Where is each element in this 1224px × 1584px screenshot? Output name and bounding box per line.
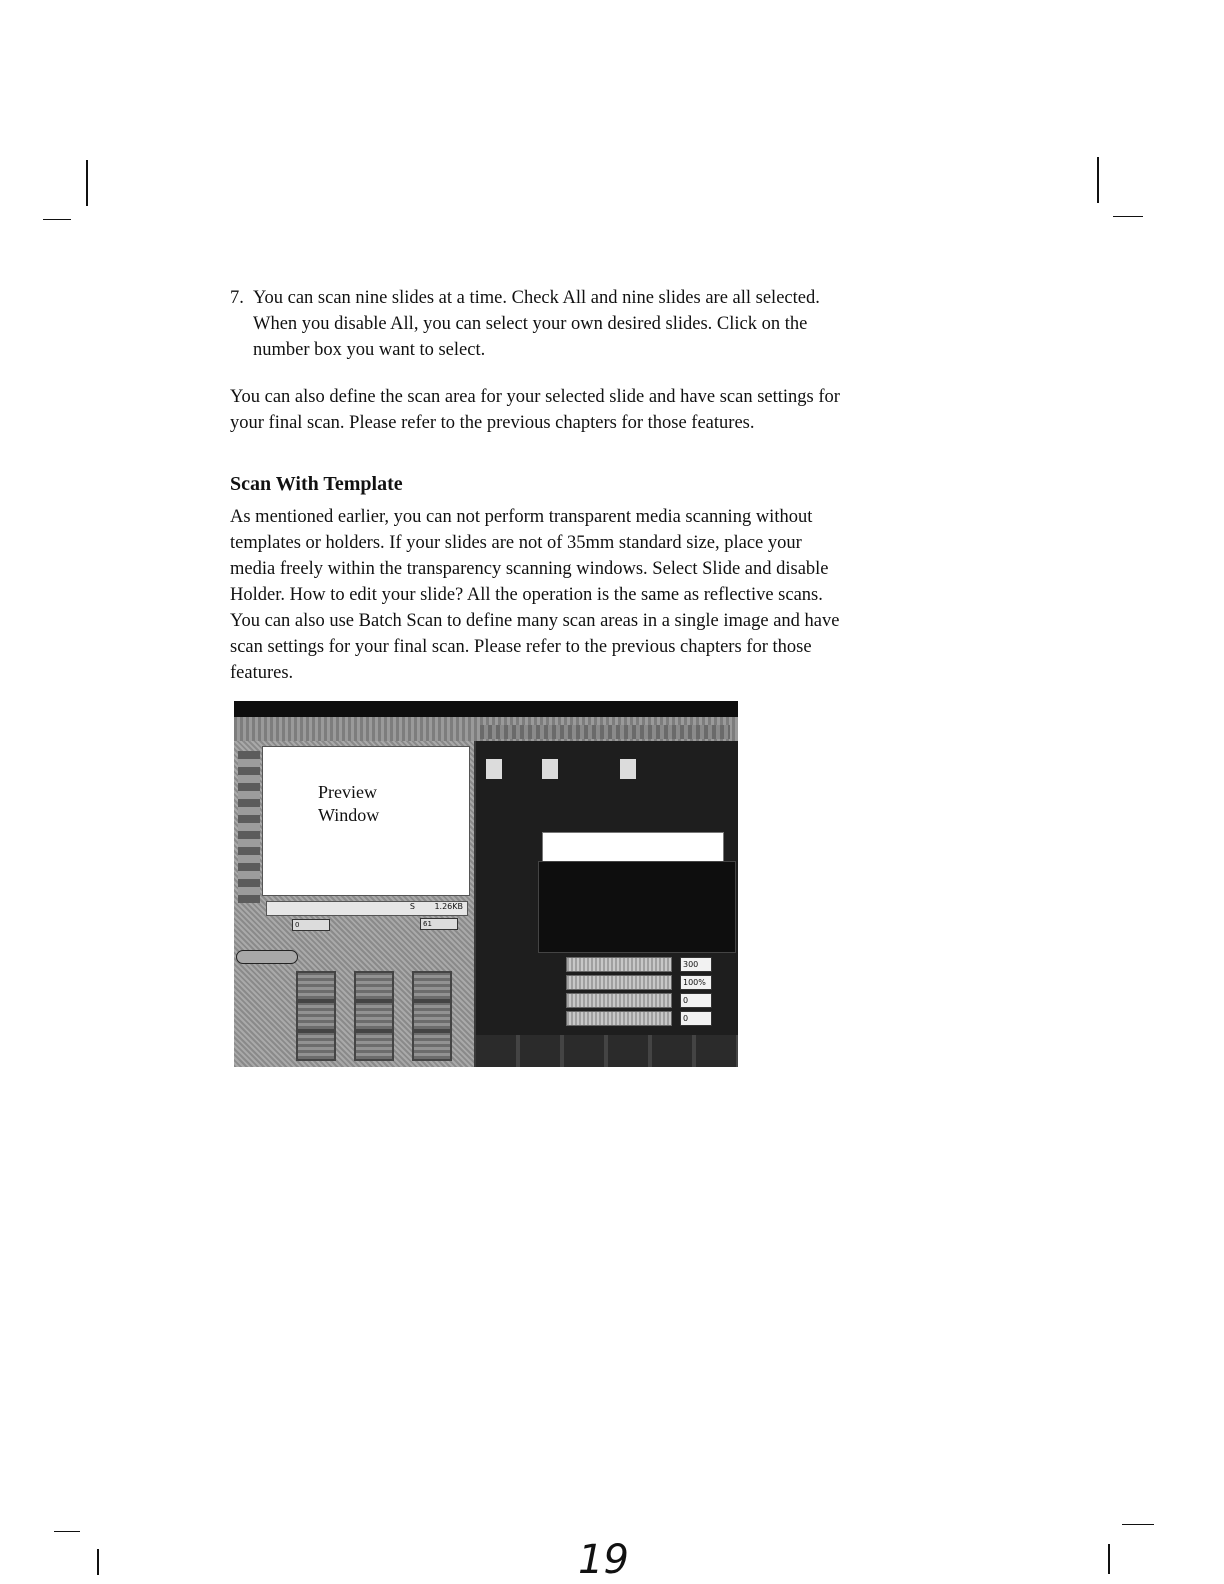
tool-icon[interactable] xyxy=(620,759,636,779)
page-number: 19 xyxy=(578,1537,629,1583)
slide-number-box[interactable] xyxy=(354,971,394,1001)
paragraph-line: media freely within the transparency scanning windows. Select Slide and disable xyxy=(230,559,829,579)
value-field[interactable]: 300 xyxy=(680,957,712,972)
slide-grid xyxy=(296,971,456,1061)
preview-status-bar xyxy=(266,901,468,916)
list-item-text: number box you want to select. xyxy=(253,340,486,360)
slide-number-box[interactable] xyxy=(412,1031,452,1061)
adjust-slider[interactable] xyxy=(566,1011,672,1026)
slide-number-box[interactable] xyxy=(412,1001,452,1031)
status-size-label: S xyxy=(409,902,415,911)
adjust-panel xyxy=(538,861,736,953)
value-field[interactable]: 0 xyxy=(680,1011,712,1026)
slide-number-box[interactable] xyxy=(296,1031,336,1061)
section-paragraph xyxy=(230,504,960,686)
tool-icon[interactable] xyxy=(542,759,558,779)
paragraph-line: As mentioned earlier, you can not perform transparent media scanning without xyxy=(230,507,813,527)
paragraph-line: your final scan. Please refer to the previous chapters for those features. xyxy=(230,413,755,433)
status-size-value: 1.26KB xyxy=(434,902,463,911)
slide-number-box[interactable] xyxy=(354,1031,394,1061)
preview-label-line: Window xyxy=(318,805,380,825)
settings-field[interactable] xyxy=(542,832,724,864)
paragraph-line: You can also define the scan area for your selected slide and have scan settings for xyxy=(230,387,840,407)
crop-mark xyxy=(54,1531,80,1532)
all-checkbox-highlight[interactable] xyxy=(236,950,298,964)
crop-mark xyxy=(86,160,88,206)
scanner-screenshot xyxy=(234,701,738,1067)
crop-mark xyxy=(1122,1524,1154,1525)
preview-label-line: Preview xyxy=(318,782,377,802)
tool-icon[interactable] xyxy=(486,759,502,779)
crop-mark xyxy=(1108,1544,1110,1574)
adjust-slider[interactable] xyxy=(566,975,672,990)
value-field[interactable]: 0 xyxy=(680,993,712,1008)
left-field[interactable]: 61 xyxy=(420,918,458,930)
toolbar-icons xyxy=(486,759,726,783)
section-heading: Scan With Template xyxy=(230,473,403,495)
right-tabs[interactable] xyxy=(480,725,730,739)
left-toolbar xyxy=(238,751,260,903)
paragraph-line: Holder. How to edit your slide? All the operation is the same as reflective scans. xyxy=(230,585,823,605)
left-field[interactable]: 0 xyxy=(292,919,330,931)
list-item-7 xyxy=(230,285,960,363)
adjust-slider[interactable] xyxy=(566,957,672,972)
window-titlebar xyxy=(234,701,738,717)
bottom-button-strip[interactable] xyxy=(476,1035,738,1067)
paragraph-line: templates or holders. If your slides are not of 35mm standard size, place your xyxy=(230,533,802,553)
crop-mark xyxy=(1113,216,1143,217)
crop-mark xyxy=(43,219,71,220)
paragraph-line: You can also use Batch Scan to define many scan areas in a single image and have xyxy=(230,611,840,631)
value-field[interactable]: 100% xyxy=(680,975,712,990)
list-item-text: When you disable All, you can select your own desired slides. Click on the xyxy=(253,314,808,334)
crop-mark xyxy=(1097,157,1099,203)
paragraph-line: features. xyxy=(230,663,294,683)
slide-number-box[interactable] xyxy=(412,971,452,1001)
slide-number-box[interactable] xyxy=(296,971,336,1001)
list-item-number: 7. xyxy=(230,288,244,308)
slide-number-box[interactable] xyxy=(296,1001,336,1031)
crop-mark xyxy=(97,1549,99,1575)
paragraph xyxy=(230,384,960,436)
list-item-text: You can scan nine slides at a time. Check All and nine slides are all selected. xyxy=(253,288,820,308)
preview-label xyxy=(318,781,379,827)
preview-window xyxy=(262,746,470,896)
paragraph-line: scan settings for your final scan. Please refer to the previous chapters for those xyxy=(230,637,812,657)
slide-number-box[interactable] xyxy=(354,1001,394,1031)
adjust-slider[interactable] xyxy=(566,993,672,1008)
